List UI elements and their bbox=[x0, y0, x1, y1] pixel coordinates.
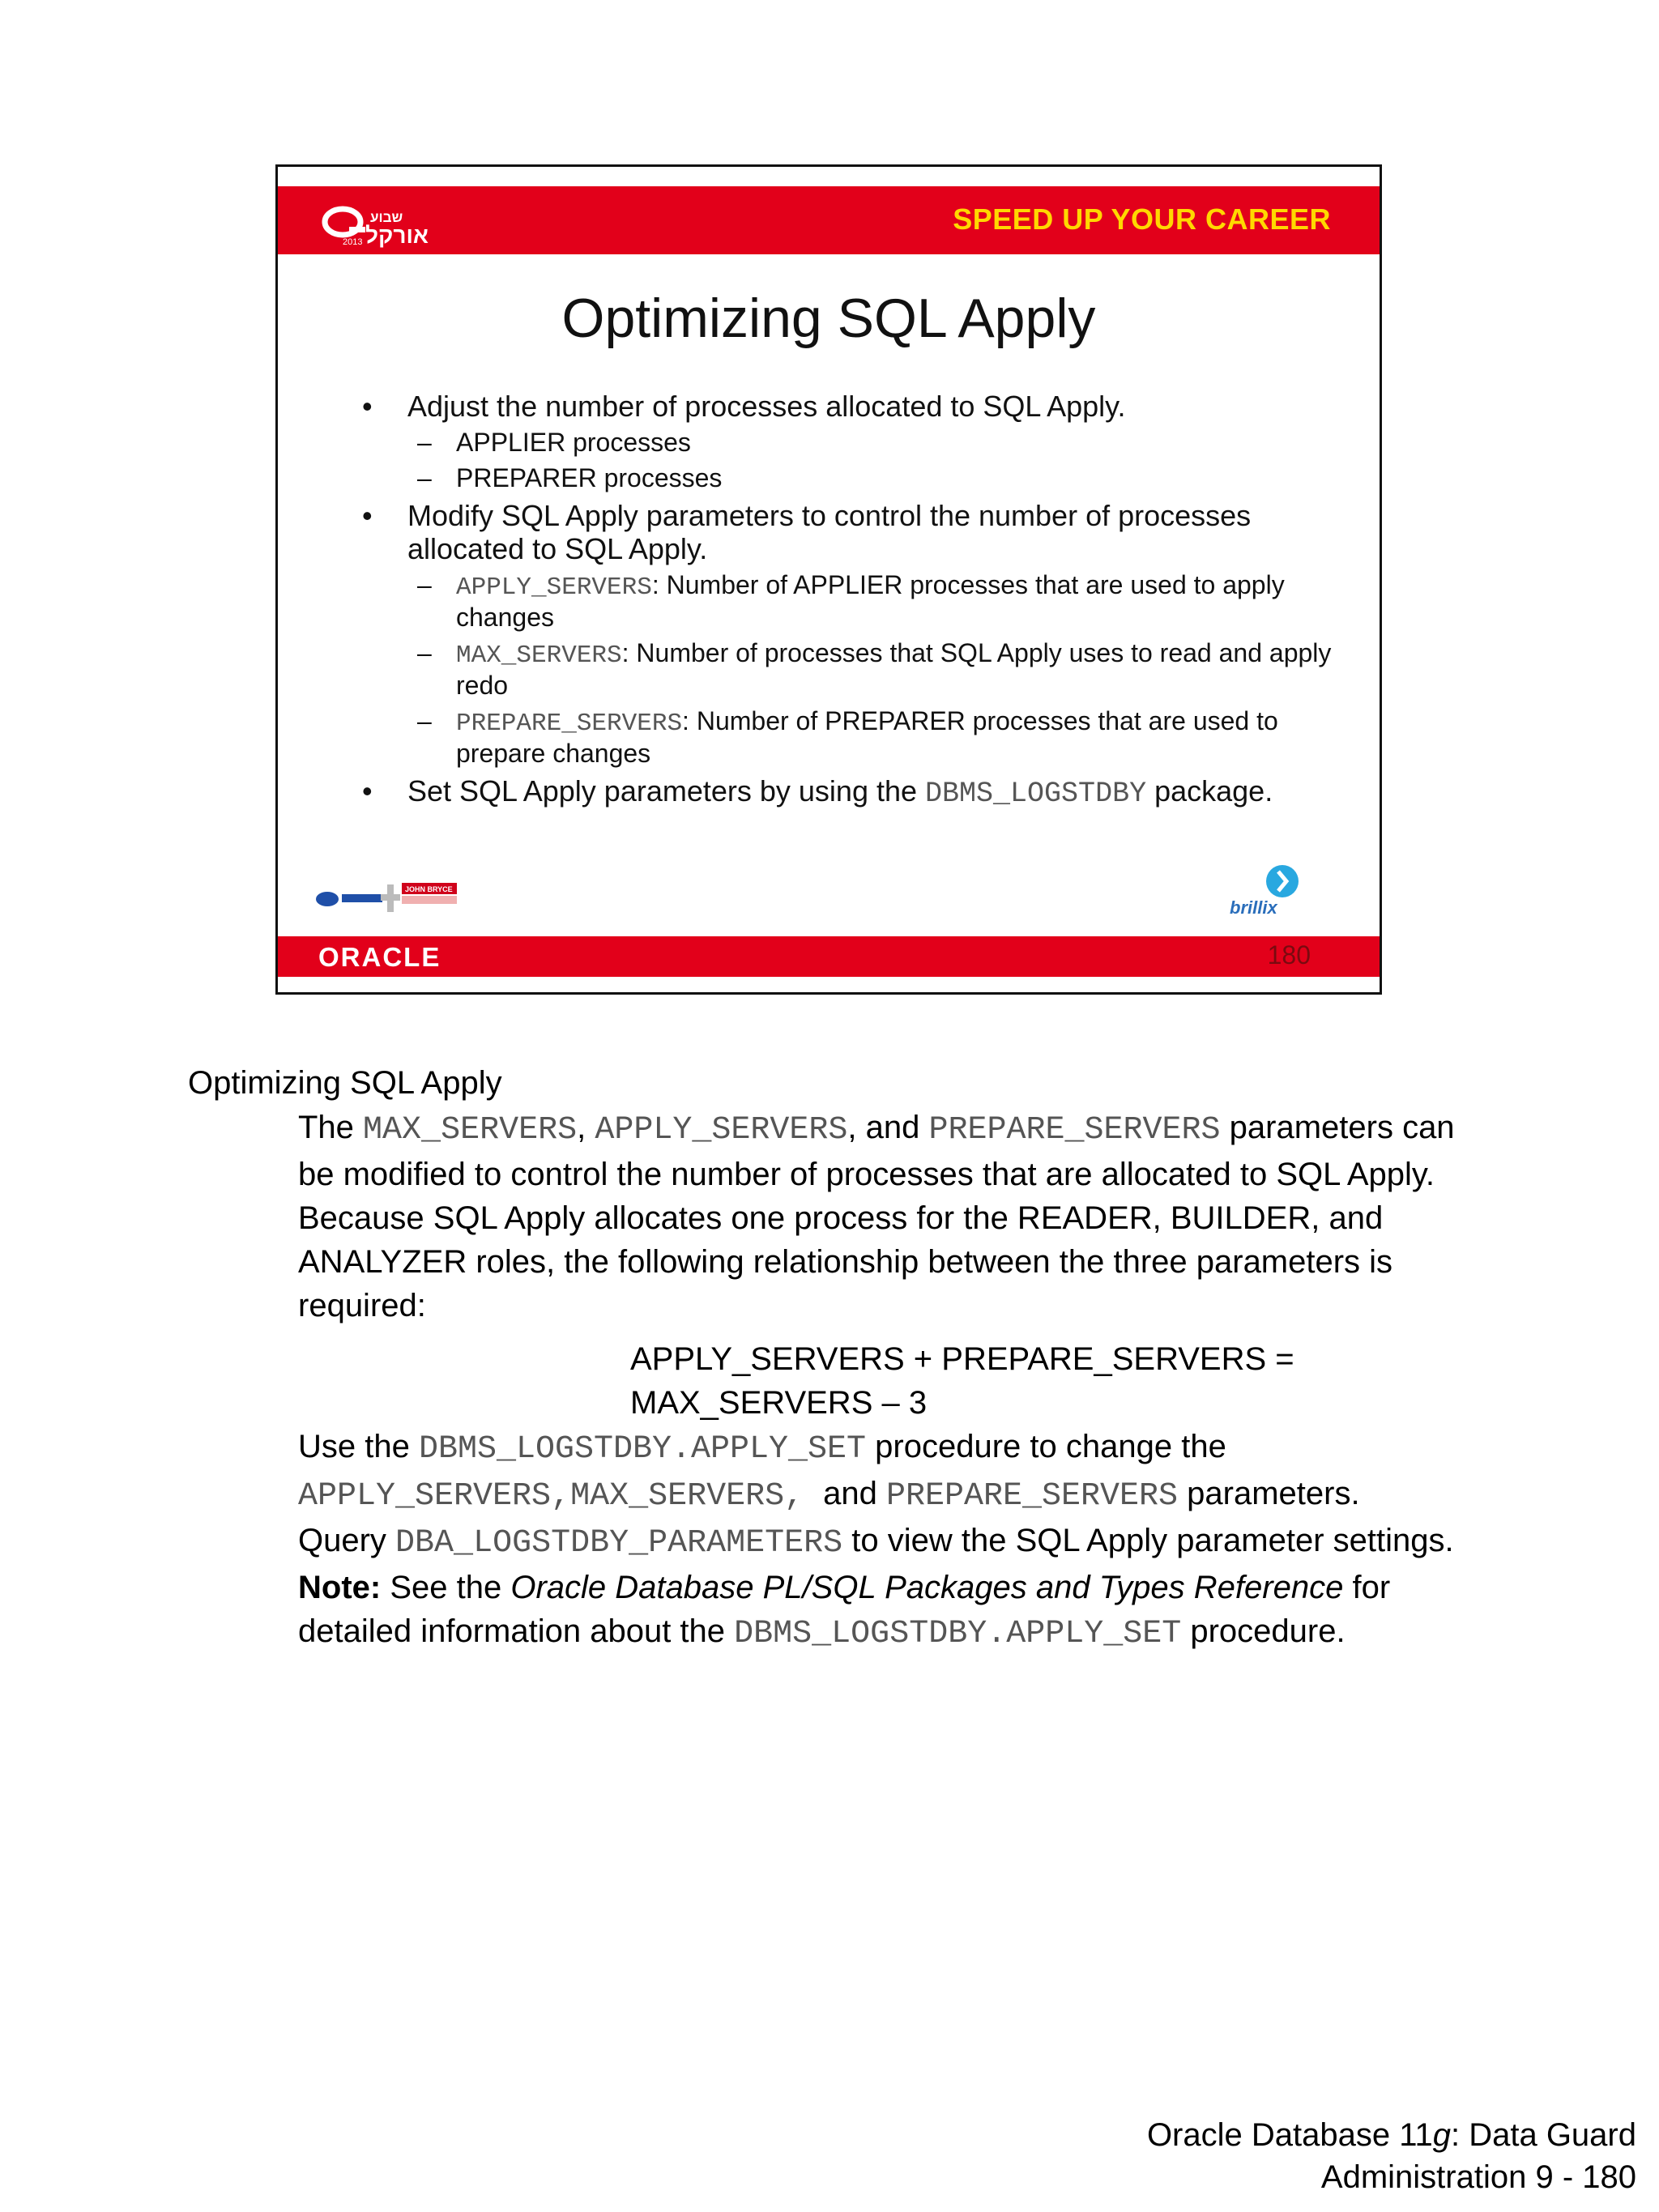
sub-bullet-item: – APPLY_SERVERS: Number of APPLIER processes that are used to apply changes bbox=[359, 570, 1347, 632]
bullet-item: • Modify SQL Apply parameters to control the number of processes allocated to SQL Apply. bbox=[359, 499, 1347, 565]
bullet-item: • Set SQL Apply parameters by using the DBMS_LOGSTDBY package. bbox=[359, 774, 1347, 811]
note-paragraph: Note: See the Oracle Database PL/SQL Packages and Types Reference for detailed information about the DBMS_LOGSTDBY.APPLY_SET procedure. bbox=[298, 1570, 1391, 1652]
footer-course-title: Oracle Database 11g: Data Guard bbox=[1146, 2117, 1636, 2153]
svg-text:2013: 2013 bbox=[343, 237, 363, 247]
notes-body bbox=[298, 1106, 1497, 1656]
slide-image bbox=[275, 164, 1382, 995]
notes-paragraph: The MAX_SERVERS, APPLY_SERVERS, and PREPARE_SERVERS parameters can be modified to control the number of processes that are allocated to SQL Apply. Because SQL Apply allocates one process for the READER, BUILDER, and ANALYZER roles, the following relationship between the three parameters is required: bbox=[298, 1110, 1455, 1323]
svg-text:אורקל: אורקל bbox=[365, 223, 429, 248]
banner-slogan: SPEED UP YOUR CAREER bbox=[953, 202, 1331, 236]
notes-paragraph: Query DBA_LOGSTDBY_PARAMETERS to view the SQL Apply parameter settings. bbox=[298, 1523, 1454, 1562]
slide-bullet-list bbox=[359, 390, 1347, 816]
sub-bullet-item: – MAX_SERVERS: Number of processes that SQL Apply uses to read and apply redo bbox=[359, 638, 1347, 700]
formula: APPLY_SERVERS + PREPARE_SERVERS = MAX_SERVERS – 3 bbox=[630, 1341, 1294, 1421]
slide-top-banner bbox=[278, 186, 1380, 254]
partner-logos bbox=[314, 880, 460, 915]
sub-bullet-item: – PREPARE_SERVERS: Number of PREPARER processes that are used to prepare changes bbox=[359, 706, 1347, 768]
slide-bottom-banner bbox=[278, 936, 1380, 977]
svg-text:שבוע: שבוע bbox=[370, 210, 403, 225]
sub-bullet-item: – APPLIER processes bbox=[359, 428, 1347, 457]
sub-bullet-item: – PREPARER processes bbox=[359, 463, 1347, 492]
slide-number: 180 bbox=[1267, 940, 1311, 970]
notes-paragraph: Use the DBMS_LOGSTDBY.APPLY_SET procedure to change the APPLY_SERVERS,MAX_SERVERS, and PREPARE_SERVERS parameters. bbox=[298, 1429, 1360, 1515]
brillix-logo bbox=[1222, 863, 1311, 928]
oracle-logo: ORACLE bbox=[318, 942, 441, 972]
svg-text:brillix: brillix bbox=[1230, 897, 1277, 918]
orakle-week-logo bbox=[320, 202, 450, 251]
bullet-item: • Adjust the number of processes allocated to SQL Apply. bbox=[359, 390, 1347, 423]
svg-text:JOHN BRYCE: JOHN BRYCE bbox=[405, 885, 453, 893]
slide-title: Optimizing SQL Apply bbox=[561, 288, 1096, 349]
page-footer bbox=[1147, 2114, 1636, 2198]
footer-page-number: Administration 9 - 180 bbox=[1320, 2159, 1636, 2195]
notes-heading: Optimizing SQL Apply bbox=[188, 1065, 502, 1101]
